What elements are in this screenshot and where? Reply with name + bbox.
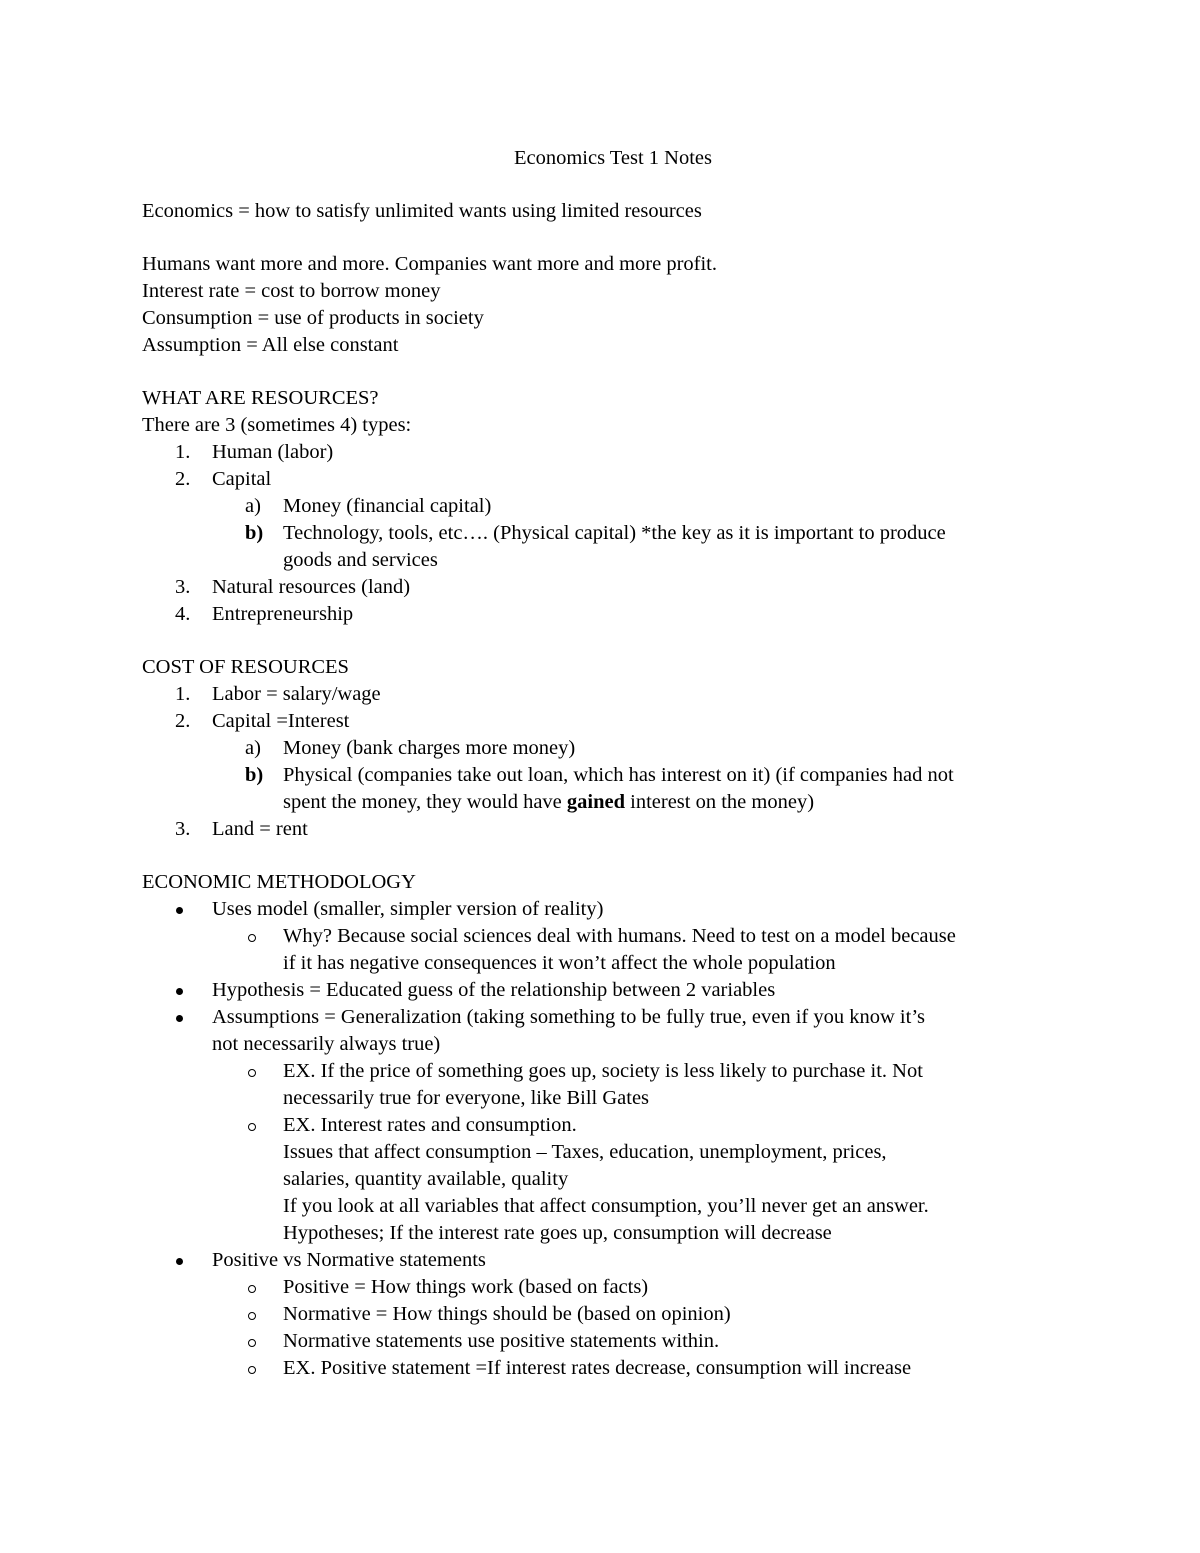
sub-bullet-continuation: necessarily true for everyone, like Bill Gates [283,1087,650,1109]
list-marker: 3. [175,818,191,840]
list-item-text: Land = rent [212,818,308,840]
sub-bullet-continuation: Hypotheses; If the interest rate goes up, consumption will decrease [283,1222,832,1244]
intro-line: Humans want more and more. Companies want more and more profit. [142,253,717,275]
list-marker: 1. [175,683,191,705]
intro-line: Interest rate = cost to borrow money [142,280,441,302]
page-title: Economics Test 1 Notes [513,147,713,169]
sub-bullet-continuation: Issues that affect consumption – Taxes, education, unemployment, prices, [283,1141,887,1163]
bullet-continuation: not necessarily always true) [212,1033,441,1055]
section-heading-resources: WHAT ARE RESOURCES? [142,387,379,409]
list-item [142,439,1072,466]
circle-bullet-icon [248,1339,256,1347]
list-item [142,601,1072,628]
section-heading-costs: COST OF RESOURCES [142,656,349,678]
list-item-text: Capital [212,468,272,490]
list-item [142,762,1072,789]
sub-bullet-item: Why? Because social sciences deal with humans. Need to test on a model because [142,923,1072,950]
bullet-icon [176,907,183,914]
sub-bullet-continuation: If you look at all variables that affect consumption, you’ll never get an answer. [283,1195,929,1217]
bullet-item: Hypothesis = Educated guess of the relationship between 2 variables [142,977,1072,1004]
section-heading-methodology: ECONOMIC METHODOLOGY [142,871,416,893]
list-marker: 2. [175,468,191,490]
list-marker: a) [245,495,261,517]
circle-bullet-icon [248,1123,256,1131]
list-item [142,735,1072,762]
intro-line: Assumption = All else constant [142,334,399,356]
sub-bullet-continuation: if it has negative consequences it won’t affect the whole population [283,952,836,974]
list-item [142,681,1072,708]
list-item-text: Entrepreneurship [212,603,354,625]
list-item-continuation: spent the money, they would have gained interest on the money) [283,791,815,813]
list-item-text: Money (bank charges more money) [283,737,576,759]
list-item [142,816,1072,843]
list-item-text: Human (labor) [212,441,334,463]
bullet-icon [176,1015,183,1022]
bullet-item: Positive vs Normative statements [142,1247,1072,1274]
list-item [142,520,1072,547]
list-item-text: Physical (companies take out loan, which has interest on it) (if companies had not [283,764,954,786]
sub-bullet-item: EX. Positive statement =If interest rates decrease, consumption will increase [142,1355,1072,1382]
bullet-item: Uses model (smaller, simpler version of reality) [142,896,1072,923]
list-item-continuation: goods and services [283,549,438,571]
list-item-text: Capital =Interest [212,710,350,732]
list-marker: b) [245,764,264,786]
bullet-icon [176,1258,183,1265]
list-item-text: Technology, tools, etc…. (Physical capital) *the key as it is important to produce [283,522,946,544]
bullet-item: Assumptions = Generalization (taking something to be fully true, even if you know it’s [142,1004,1072,1031]
list-item-text: Natural resources (land) [212,576,411,598]
list-item [142,574,1072,601]
circle-bullet-icon [248,1366,256,1374]
circle-bullet-icon [248,1285,256,1293]
list-item [142,493,1072,520]
bullet-icon [176,988,183,995]
circle-bullet-icon [248,1069,256,1077]
sub-bullet-continuation: salaries, quantity available, quality [283,1168,569,1190]
sub-bullet-item: Positive = How things work (based on facts) [142,1274,1072,1301]
list-marker: b) [245,522,264,544]
list-item-text: Labor = salary/wage [212,683,381,705]
circle-bullet-icon [248,1312,256,1320]
list-marker: 1. [175,441,191,463]
intro-line: Consumption = use of products in society [142,307,484,329]
circle-bullet-icon [248,934,256,942]
list-marker: 4. [175,603,191,625]
list-item [142,708,1072,735]
list-item-text: Money (financial capital) [283,495,492,517]
list-marker: 2. [175,710,191,732]
notes-body [142,198,1072,1382]
sub-bullet-item: Normative = How things should be (based on opinion) [142,1301,1072,1328]
sub-bullet-item: Normative statements use positive statements within. [142,1328,1072,1355]
list-marker: a) [245,737,261,759]
list-marker: 3. [175,576,191,598]
economics-definition: Economics = how to satisfy unlimited wants using limited resources [142,200,702,222]
list-item [142,466,1072,493]
emphasis-word: gained [566,791,626,813]
sub-bullet-item: EX. Interest rates and consumption. [142,1112,1072,1139]
sub-bullet-item: EX. If the price of something goes up, society is less likely to purchase it. Not [142,1058,1072,1085]
resources-lead: There are 3 (sometimes 4) types: [142,414,412,436]
